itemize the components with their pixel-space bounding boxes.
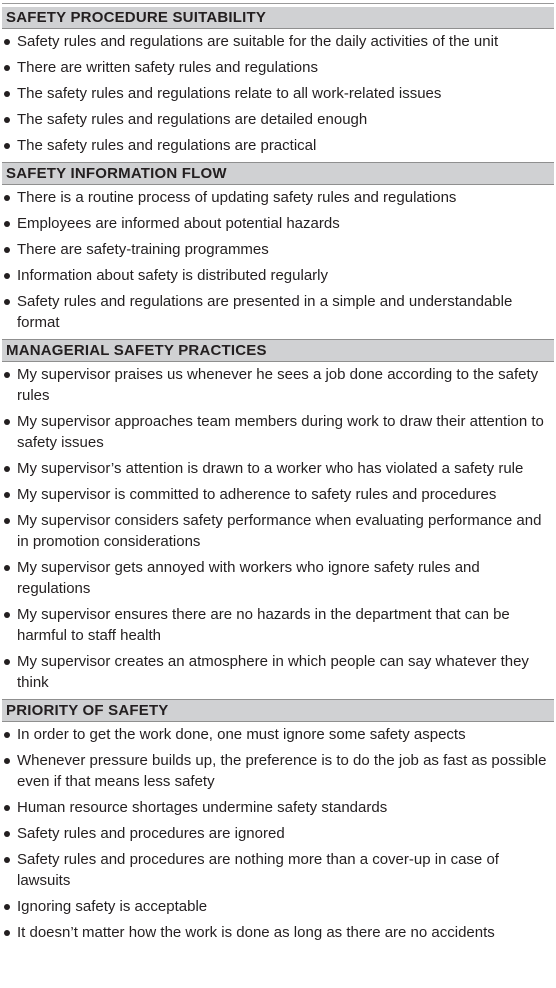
bullet-icon [4,758,10,764]
bullet-icon [4,117,10,123]
item-text: Human resource shortages undermine safety standards [17,799,388,816]
bullet-icon [4,195,10,201]
list-item [2,57,554,78]
item-text: My supervisor ensures there are no hazards in the department that can be harmful to staff health [17,606,510,644]
list-item [2,458,554,479]
list-item [2,724,554,745]
list-item [2,651,554,693]
item-text: My supervisor approaches team members during work to draw their attention to safety issues [17,413,544,451]
bullet-icon [4,805,10,811]
section-safety-procedure-suitability [2,7,554,162]
item-text: In order to get the work done, one must ignore some safety aspects [17,726,466,743]
list-item [2,557,554,599]
section-header: SAFETY INFORMATION FLOW [2,162,554,185]
list-item [2,213,554,234]
bullet-icon [4,466,10,472]
list-item [2,604,554,646]
item-text: Information about safety is distributed regularly [17,267,328,284]
list-item [2,922,554,943]
bullet-icon [4,247,10,253]
list-item [2,484,554,505]
list-item [2,364,554,406]
bullet-icon [4,831,10,837]
bullet-icon [4,492,10,498]
bullet-icon [4,419,10,425]
item-text: The safety rules and regulations relate to all work-related issues [17,85,442,102]
list-item [2,187,554,208]
item-list [2,724,554,949]
list-item [2,823,554,844]
item-text: Safety rules and regulations are presented in a simple and understandable format [17,293,513,331]
bullet-icon [4,930,10,936]
item-text: There are safety-training programmes [17,241,269,258]
item-text: There is a routine process of updating safety rules and regulations [17,189,457,206]
item-text: The safety rules and regulations are detailed enough [17,111,368,128]
bullet-icon [4,39,10,45]
bullet-icon [4,612,10,618]
bullet-icon [4,732,10,738]
section-safety-information-flow [2,162,554,339]
list-item [2,265,554,286]
bullet-icon [4,372,10,378]
item-list [2,31,554,162]
list-item [2,896,554,917]
item-text: It doesn’t matter how the work is done as long as there are no accidents [17,924,495,941]
bullet-icon [4,565,10,571]
list-item [2,135,554,156]
item-text: Safety rules and procedures are nothing more than a cover-up in case of lawsuits [17,851,499,889]
item-text: My supervisor creates an atmosphere in which people can say whatever they think [17,653,529,691]
list-item [2,239,554,260]
safety-questionnaire-table [2,3,554,949]
bullet-icon [4,857,10,863]
item-text: My supervisor’s attention is drawn to a worker who has violated a safety rule [17,460,524,477]
bullet-icon [4,143,10,149]
item-list [2,187,554,339]
bullet-icon [4,91,10,97]
section-header: MANAGERIAL SAFETY PRACTICES [2,339,554,362]
item-text: There are written safety rules and regulations [17,59,318,76]
list-item [2,31,554,52]
section-header: SAFETY PROCEDURE SUITABILITY [2,7,554,29]
list-item [2,750,554,792]
list-item [2,109,554,130]
bullet-icon [4,65,10,71]
item-text: Ignoring safety is acceptable [17,898,208,915]
bullet-icon [4,904,10,910]
list-item [2,291,554,333]
list-item [2,411,554,453]
item-text: My supervisor is committed to adherence to safety rules and procedures [17,486,497,503]
item-text: Employees are informed about potential hazards [17,215,340,232]
bullet-icon [4,518,10,524]
bullet-icon [4,221,10,227]
item-text: My supervisor gets annoyed with workers who ignore safety rules and regulations [17,559,480,597]
item-text: Safety rules and procedures are ignored [17,825,285,842]
item-text: My supervisor praises us whenever he sees a job done according to the safety rules [17,366,539,404]
item-text: My supervisor considers safety performance when evaluating performance and in promotion considerations [17,512,542,550]
list-item [2,510,554,552]
section-priority-of-safety [2,699,554,949]
item-text: The safety rules and regulations are practical [17,137,317,154]
item-list [2,364,554,699]
list-item [2,797,554,818]
list-item [2,83,554,104]
bullet-icon [4,273,10,279]
bullet-icon [4,299,10,305]
bullet-icon [4,659,10,665]
section-header: PRIORITY OF SAFETY [2,699,554,722]
item-text: Whenever pressure builds up, the preference is to do the job as fast as possible even if that means less safety [17,752,547,790]
item-text: Safety rules and regulations are suitable for the daily activities of the unit [17,33,499,50]
list-item [2,849,554,891]
section-managerial-safety-practices [2,339,554,699]
